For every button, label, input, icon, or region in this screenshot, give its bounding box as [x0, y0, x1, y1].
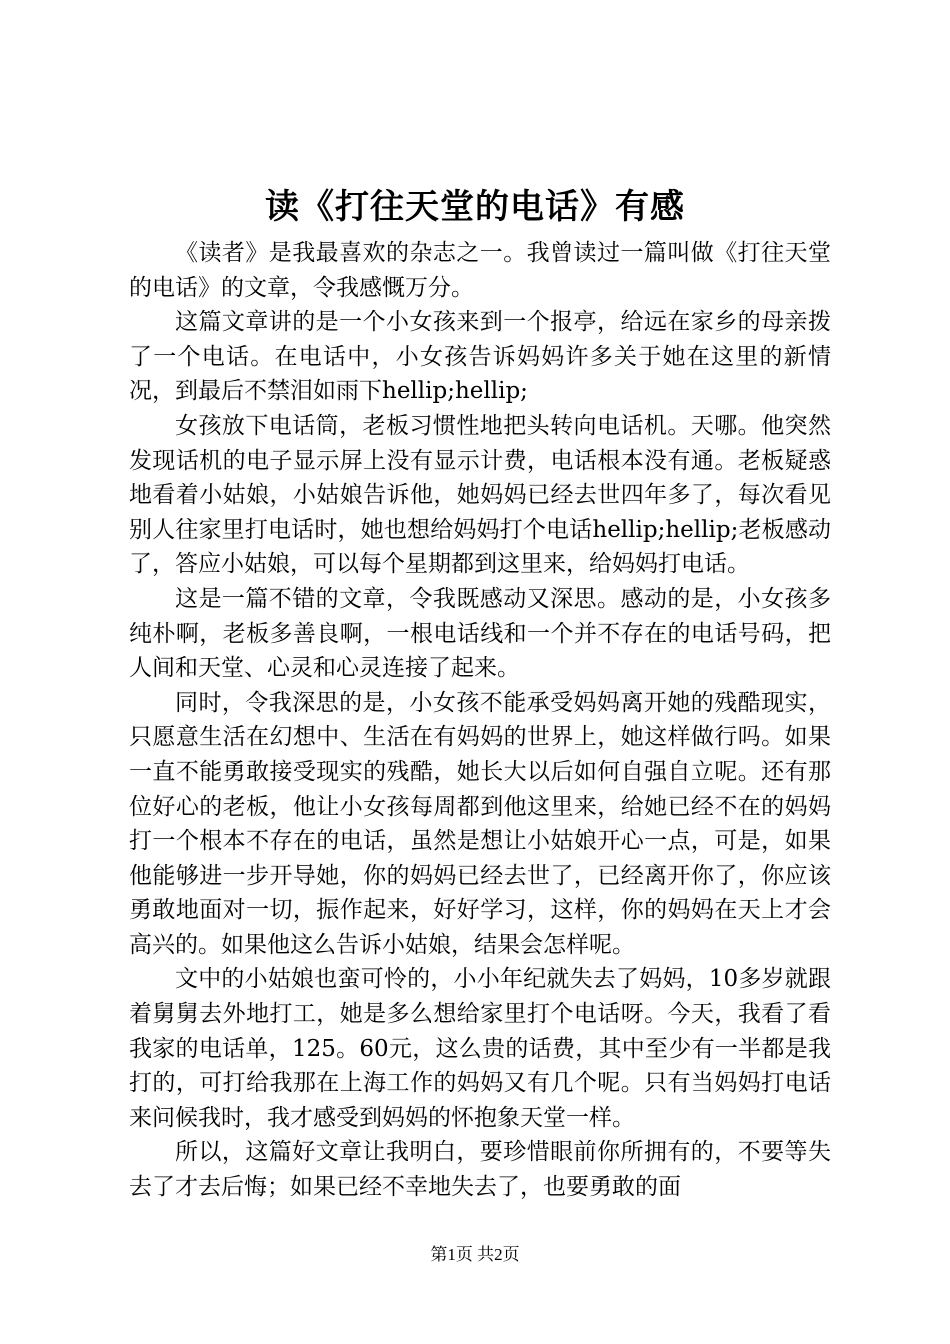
paragraph-5: 同时，令我深思的是，小女孩不能承受妈妈离开她的残酷现实，只愿意生活在幻想中、生活在有妈妈的世界上，她这样做行吗。如果一直不能勇敢接受现实的残酷，她长大以后如何自强自立呢。还有那位好心的老板，他让小女孩每周都到他这里来，给她已经不在的妈妈打一个根本不存在的电话，虽然是想让小姑娘开心一点，可是，如果他能够进一步开导她，你的妈妈已经去世了，已经离开你了，你应该勇敢地面对一切，振作起来，好好学习，这样，你的妈妈在天上才会高兴的。如果他这么告诉小姑娘，结果会怎样呢。	[129, 689, 831, 958]
page-number-footer: 第1页 共2页	[430, 1245, 520, 1264]
paragraph-2: 这篇文章讲的是一个小女孩来到一个报亭，给远在家乡的母亲拨了一个电话。在电话中，小女孩告诉妈妈许多关于她在这里的新情况，到最后不禁泪如雨下hellip;hellip;	[129, 309, 831, 405]
document-body	[129, 236, 831, 1205]
paragraph-6: 文中的小姑娘也蛮可怜的，小小年纪就失去了妈妈，10多岁就跟着舅舅去外地打工，她是多么想给家里打个电话呀。今天，我看了看我家的电话单，125。60元，这么贵的话费，其中至少有一半都是我打的，可打给我那在上海工作的妈妈又有几个呢。只有当妈妈打电话来问候我时，我才感受到妈妈的怀抱象天堂一样。	[129, 966, 831, 1131]
paragraph-1: 《读者》是我最喜欢的杂志之一。我曾读过一篇叫做《打往天堂的电话》的文章，令我感慨万分。	[129, 240, 831, 301]
paragraph-7: 所以，这篇好文章让我明白，要珍惜眼前你所拥有的，不要等失去了才去后悔；如果已经不幸地失去了，也要勇敢的面	[129, 1139, 831, 1201]
paragraph-4: 这是一篇不错的文章，令我既感动又深思。感动的是，小女孩多纯朴啊，老板多善良啊，一根电话线和一个并不存在的电话号码，把人间和天堂、心灵和心灵连接了起来。	[129, 585, 831, 682]
document-title: 读《打往天堂的电话》有感	[265, 187, 685, 227]
paragraph-3: 女孩放下电话筒，老板习惯性地把头转向电话机。天哪。他突然发现话机的电子显示屏上没有显示计费，电话根本没有通。老板疑惑地看着小姑娘，小姑娘告诉他，她妈妈已经去世四年多了，每次看见别人往家里打电话时，她也想给妈妈打个电话hellip;hellip;老板感动了，答应小姑娘，可以每个星期都到这里来，给妈妈打电话。	[129, 412, 831, 578]
